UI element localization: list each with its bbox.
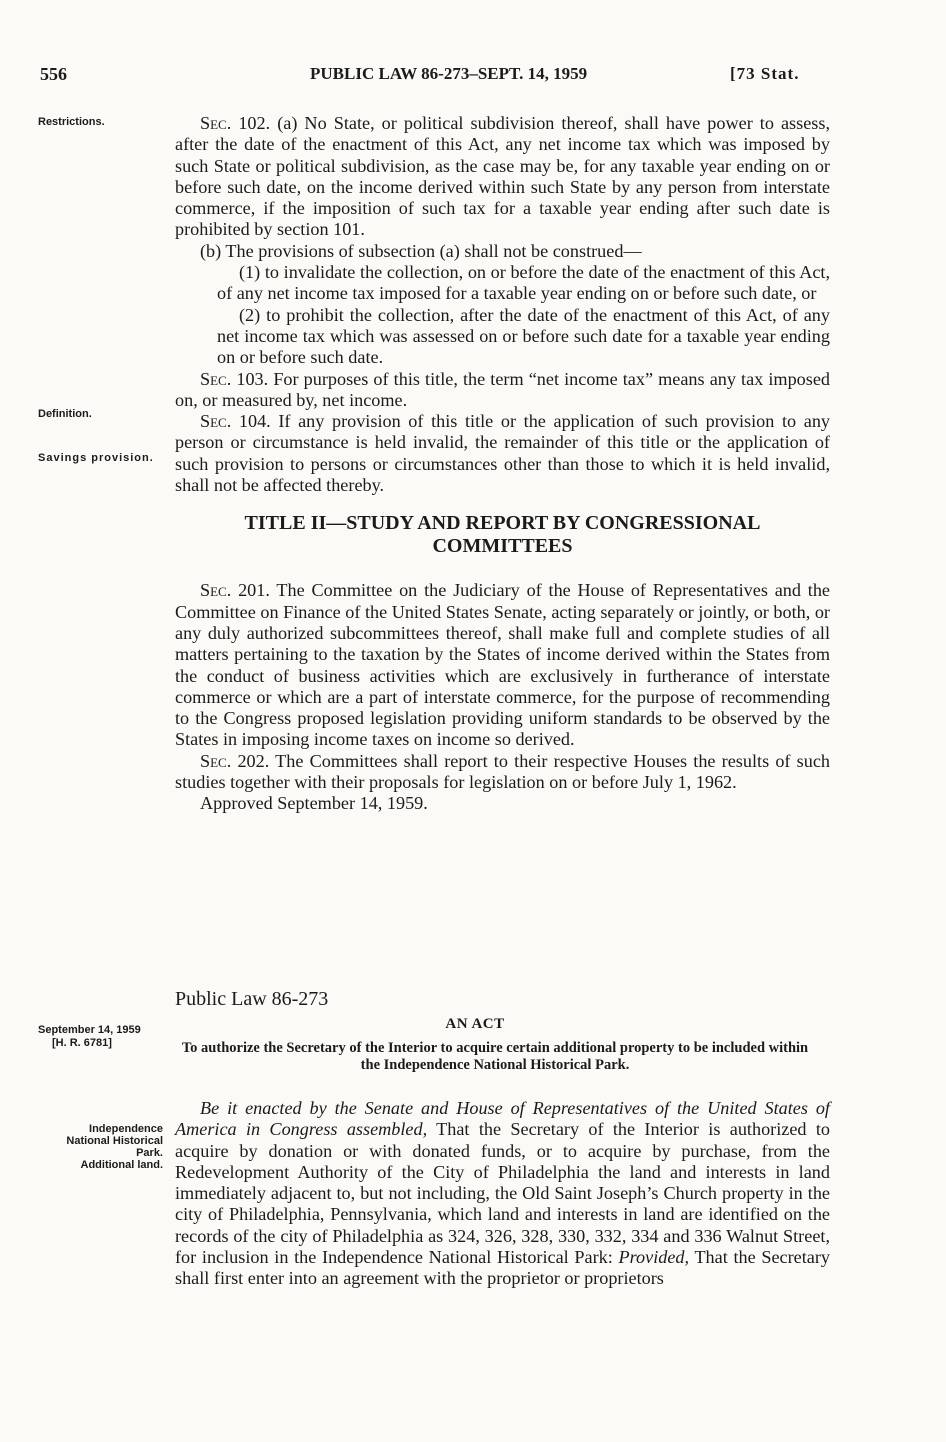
margin-note-independence-line2: National Historical Park.	[66, 1135, 163, 1159]
public-law-heading: Public Law 86-273	[175, 988, 329, 1010]
sec-102-b: (b) The provisions of subsection (a) shall not be construed—	[200, 240, 642, 261]
act-body	[175, 1098, 830, 1290]
sec-104-text: If any provision of this title or the application of such provision to any person or circumstance is held invalid, the remainder of this title or the application of such provision to persons or circumstances other than those to which it is held invalid, shall not be affected thereby.	[175, 411, 831, 496]
sec-201	[175, 580, 830, 750]
act-purpose: To authorize the Secretary of the Interior to acquire certain additional property to be included within the Independence National Historical Park.	[181, 1040, 809, 1073]
margin-note-savings: Savings provision.	[38, 452, 154, 464]
main-text-block	[175, 113, 830, 815]
margin-note-additional-land: Additional land.	[80, 1159, 163, 1171]
statute-reference: [73 Stat.	[730, 64, 800, 83]
margin-note-definition: Definition.	[38, 408, 92, 420]
page-number: 556	[40, 64, 67, 84]
act-body-part1: That the Secretary of the Interior is authorized to acquire by donation or with donated funds, or to acquire by purchase, from the Redevelopment Authority of the City of Philadelphia the land and interests in land immediately adjacent to, but not including, the Old Saint Joseph’s Church property in the city of Philadelphia, Pennsylvania, which land and interests in land are identified on the records of the city of Philadelphia as 324, 326, 328, 330, 332, 334 and 336 Walnut Street, for inclusion in the Independence National Historical Park:	[175, 1119, 831, 1268]
running-title: PUBLIC LAW 86-273–SEPT. 14, 1959	[310, 64, 588, 83]
sec-102-a-text: (a) No State, or political subdivision thereof, shall have power to assess, after the date of the enactment of this Act, any net income tax which was imposed by such State or political subdivision, as the case may be, for any taxable year ending on or before such date, on the income derived within such State by any person from interstate commerce, if the imposition of such tax for a taxable year ending after such date is prohibited by section 101.	[175, 113, 830, 240]
sec-103	[175, 369, 830, 412]
approval-line: Approved September 14, 1959.	[200, 793, 428, 814]
sec-202-label: Sec. 202.	[200, 750, 270, 771]
enacting-clause: Be it enacted by the Senate and House of Representatives of the United States of America in Congress assembled,	[175, 1098, 830, 1140]
margin-note-bill-number: [H. R. 6781]	[52, 1037, 112, 1049]
sec-102-a	[175, 113, 830, 241]
sec-103-text: For purposes of this title, the term “net income tax” means any tax imposed on, or measured by, net income.	[175, 368, 830, 410]
sec-102-b-2: (2) to prohibit the collection, after the date of the enactment of this Act, of any net income tax which was assessed on or before such date for a taxable year ending on or before such date.	[217, 304, 830, 368]
sec-103-label: Sec. 103.	[200, 368, 269, 389]
margin-note-independence	[38, 1123, 163, 1171]
an-act-heading: AN ACT	[445, 1016, 505, 1032]
act-body-part2: That the Secretary shall first enter into an agreement with the proprietor or proprietors	[175, 1247, 831, 1289]
sec-202	[175, 751, 830, 794]
provided-word: Provided,	[618, 1247, 690, 1268]
act-text	[175, 1098, 830, 1290]
sec-104	[175, 411, 830, 496]
page-header	[40, 64, 830, 88]
title-ii-heading: TITLE II—STUDY AND REPORT BY CONGRESSIONAL COMMITTEES	[244, 512, 761, 558]
margin-note-restrictions: Restrictions.	[38, 116, 105, 128]
sec-102-label: Sec. 102.	[200, 113, 271, 133]
margin-note-approval-date: September 14, 1959	[38, 1024, 141, 1036]
margin-note-independence-line1: Independence	[89, 1123, 163, 1135]
sec-104-label: Sec. 104.	[200, 411, 271, 432]
sec-201-label: Sec. 201.	[200, 580, 270, 601]
sec-201-text: The Committee on the Judiciary of the House of Representatives and the Committee on Finance of the United States Senate, acting separately or jointly, or both, or any duly authorized subcommittees thereof, shall make full and complete studies of all matters pertaining to the taxation by the States of income derived within the States from the conduct of business activities which are exclusively in furtherance of interstate commerce or which are a part of interstate commerce, for the purpose of recommending to the Congress proposed legislation providing uniform standards to be observed by the States in imposing income taxes on income so derived.	[175, 580, 830, 750]
sec-102-b-1: (1) to invalidate the collection, on or before the date of the enactment of this Act, of any net income tax imposed for a taxable year ending on or before such date, or	[217, 262, 830, 304]
sec-202-text: The Committees shall report to their respective Houses the results of such studies together with their proposals for legislation on or before July 1, 1962.	[175, 750, 830, 793]
